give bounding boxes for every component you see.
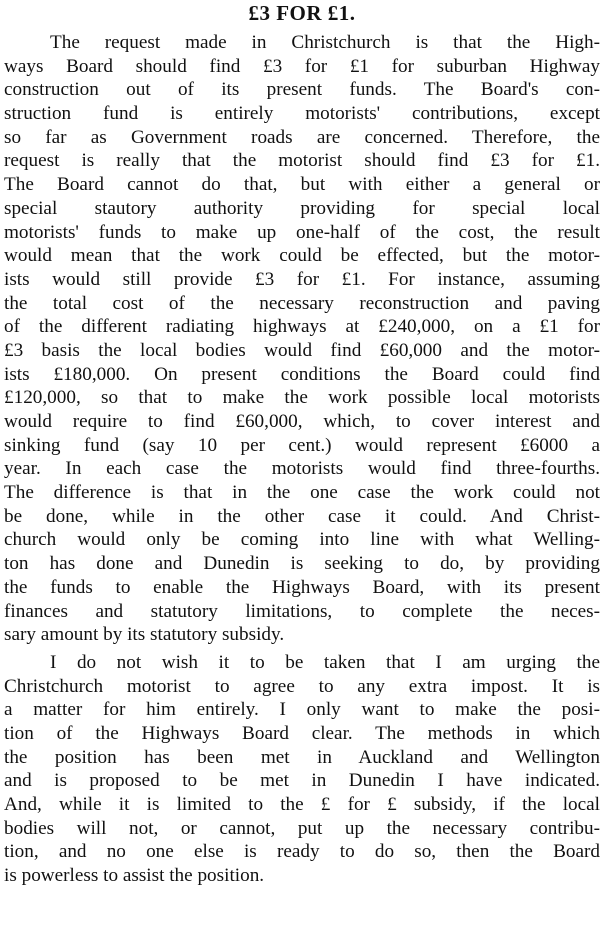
- text-line: sary amount by its statutory subsidy.: [4, 624, 285, 646]
- text-line: would require to find £60,000, which, to cover interest and: [4, 411, 600, 432]
- text-line: The request made in Christchurch is that the High-: [50, 32, 600, 53]
- text-line: bodies will not, or cannot, put up the necessary contribu-: [4, 817, 600, 839]
- text-line: and is proposed to be met in Dunedin I have indicated.: [4, 770, 600, 792]
- text-line: request is really that the motorist should find £3 for £1.: [4, 150, 600, 172]
- text-line: sinking fund (say 10 per cent.) would represent £6000 a: [4, 434, 600, 456]
- text-line: ton has done and Dunedin is seeking to do, by providing: [4, 553, 600, 575]
- text-line: special stautory authority providing for special local: [4, 197, 600, 219]
- text-line: construction out of its present funds. The Board's con-: [4, 79, 600, 101]
- text-line: is powerless to assist the position.: [4, 865, 265, 887]
- text-line: of the different radiating highways at £240,000, on a £1 for: [4, 316, 600, 338]
- text-line: ists would still provide £3 for £1. For instance, assuming: [4, 268, 600, 290]
- text-line: ways Board should find £3 for £1 for suburban Highway: [4, 55, 600, 77]
- text-line: The Board cannot do that, but with either a general or: [4, 174, 600, 196]
- text-line: be done, while in the other case it could. And Christ-: [4, 505, 600, 527]
- text-line: And, while it is limited to the £ for £ subsidy, if the local: [4, 794, 600, 815]
- paragraph-1: [4, 31, 600, 647]
- text-line: £3 basis the local bodies would find £60,000 and the motor-: [4, 339, 600, 361]
- text-line: so far as Government roads are concerned. Therefore, the: [4, 126, 600, 148]
- text-line: a matter for him entirely. I only want to make the posi-: [4, 699, 600, 721]
- text-line: I do not wish it to be taken that I am urging the: [50, 651, 600, 673]
- text-line: year. In each case the motorists would find three-fourths.: [4, 458, 600, 480]
- text-line: tion, and no one else is ready to do so, then the Board: [4, 841, 600, 863]
- text-line: ists £180,000. On present conditions the Board could find: [4, 363, 600, 385]
- text-line: motorists' funds to make up one-half of the cost, the result: [4, 221, 600, 243]
- text-line: The difference is that in the one case the work could not: [4, 482, 600, 504]
- text-line: would mean that the work could be effected, but the motor-: [4, 245, 600, 267]
- paragraph-2: [4, 651, 600, 888]
- text-line: the total cost of the necessary reconstruction and paving: [4, 292, 600, 314]
- text-line: £120,000, so that to make the work possible local motorists: [4, 387, 600, 409]
- text-line: struction fund is entirely motorists' contributions, except: [4, 103, 600, 125]
- text-line: Christchurch motorist to agree to any extra impost. It is: [4, 675, 600, 697]
- article-heading: £3 FOR £1.: [248, 1, 356, 25]
- text-line: church would only be coming into line with what Welling-: [4, 529, 600, 551]
- text-line: the position has been met in Auckland and Wellington: [4, 746, 600, 768]
- text-line: tion of the Highways Board clear. The methods in which: [4, 722, 600, 744]
- text-line: finances and statutory limitations, to complete the neces-: [4, 600, 600, 622]
- text-line: the funds to enable the Highways Board, with its present: [4, 576, 600, 598]
